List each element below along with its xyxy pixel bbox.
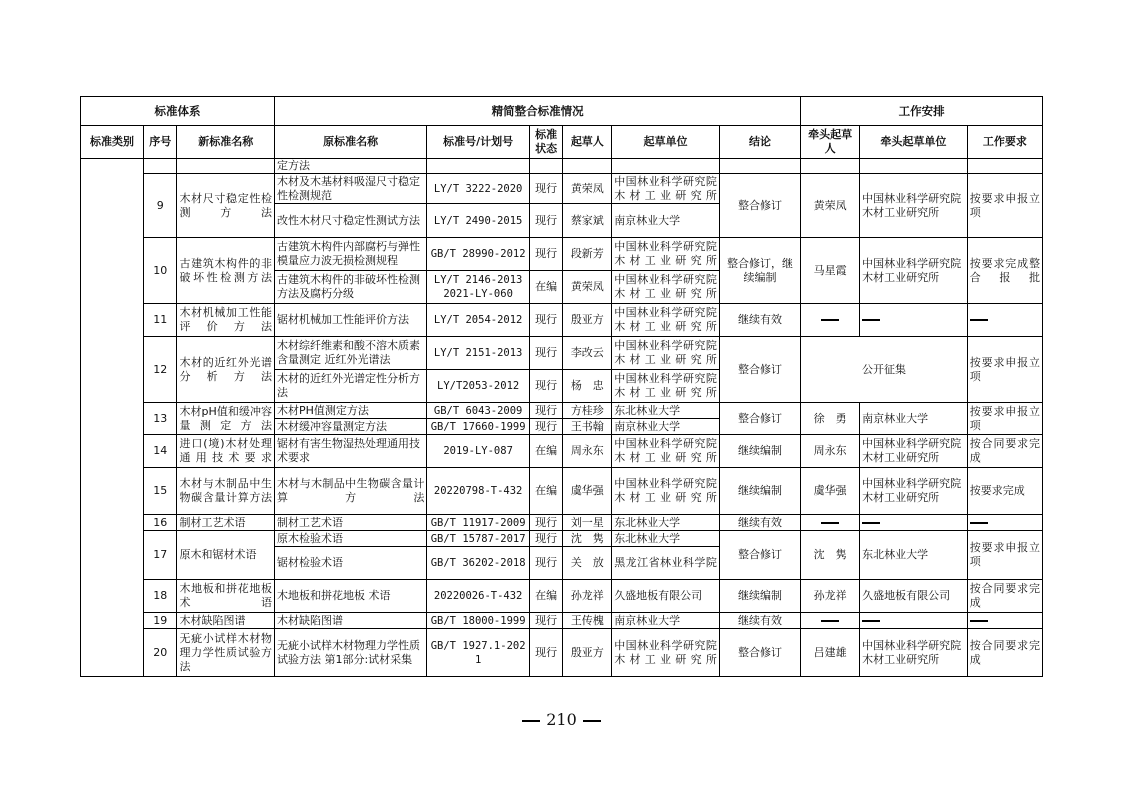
table-row xyxy=(81,613,1043,629)
col-header-drafter: 起草人 xyxy=(563,126,612,159)
requirement-cell: 按要求申报立项 xyxy=(967,337,1042,403)
std-no-cell: LY/T 3222-2020 xyxy=(427,174,530,204)
unit-cell: 中国林业科学研究院木材工业研究所 xyxy=(612,629,720,677)
status-cell: 现行 xyxy=(529,531,563,547)
conclusion-cell: 继续编制 xyxy=(719,580,800,613)
page-number: 210 xyxy=(546,710,577,729)
new-name-cell: 无疵小试样木材物理力学性质试验方法 xyxy=(177,629,275,677)
table-row xyxy=(81,174,1043,204)
lead-unit-cell: 东北林业大学 xyxy=(860,531,968,580)
lead-unit-cell: 久盛地板有限公司 xyxy=(860,580,968,613)
table-row xyxy=(81,337,1043,370)
new-name-cell: 古建筑木构件的非破坏性检测方法 xyxy=(177,238,275,304)
status-cell: 现行 xyxy=(529,238,563,271)
table-row xyxy=(81,515,1043,531)
drafter-cell: 孙龙祥 xyxy=(563,580,612,613)
unit-cell: 中国林业科学研究院木材工业研究所 xyxy=(612,370,720,403)
unit-cell: 东北林业大学 xyxy=(612,515,720,531)
table-row xyxy=(81,304,1043,337)
table-row xyxy=(81,238,1043,271)
new-name-cell: 木材的近红外光谱分析方法 xyxy=(177,337,275,403)
requirement-cell: 按要求申报立项 xyxy=(967,174,1042,238)
em-dash-mark xyxy=(862,319,880,321)
orig-name-cell: 木材及木基材料吸湿尺寸稳定性检测规范 xyxy=(274,174,426,204)
drafter-cell: 关 放 xyxy=(563,547,612,580)
table-row xyxy=(81,403,1043,419)
table-row xyxy=(81,435,1043,468)
drafter-cell: 刘一星 xyxy=(563,515,612,531)
orig-name-cell: 锯材检验术语 xyxy=(274,547,426,580)
lead-drafter-cell: 马星霞 xyxy=(801,238,860,304)
unit-cell: 中国林业科学研究院木材工业研究所 xyxy=(612,468,720,515)
orig-name-cell: 木材缺陷图谱 xyxy=(274,613,426,629)
orig-name-cell: 改性木材尺寸稳定性测试方法 xyxy=(274,204,426,238)
unit-cell: 南京林业大学 xyxy=(612,419,720,435)
lead-unit-cell xyxy=(860,613,968,629)
conclusion-cell: 继续编制 xyxy=(719,468,800,515)
new-name-cell: 进口(境)木材处理通用技术要求 xyxy=(177,435,275,468)
std-no-cell: GB/T 15787-2017 xyxy=(427,531,530,547)
orig-name-cell: 木材与木制品中生物碳含量计算方法 xyxy=(274,468,426,515)
status-cell: 在编 xyxy=(529,271,563,304)
status-cell: 在编 xyxy=(529,468,563,515)
lead-unit-cell: 中国林业科学研究院木材工业研究所 xyxy=(860,629,968,677)
header-standard-system: 标准体系 xyxy=(81,97,275,126)
requirement-cell: 按要求申报立项 xyxy=(967,403,1042,435)
unit-cell: 东北林业大学 xyxy=(612,403,720,419)
em-dash-mark xyxy=(970,522,988,524)
std-no-cell: LY/T2053-2012 xyxy=(427,370,530,403)
em-dash-mark xyxy=(862,522,880,524)
lead-drafter-cell: 黄荣凤 xyxy=(801,174,860,238)
category-cell xyxy=(81,159,144,677)
requirement-cell xyxy=(967,515,1042,531)
drafter-cell: 王书翰 xyxy=(563,419,612,435)
lead-drafter-cell: 沈 隽 xyxy=(801,531,860,580)
unit-cell: 黑龙江省林业科学院 xyxy=(612,547,720,580)
unit-cell: 中国林业科学研究院木材工业研究所 xyxy=(612,271,720,304)
conclusion-cell: 整合修订 xyxy=(719,403,800,435)
drafter-cell: 殷亚方 xyxy=(563,304,612,337)
header-row-columns xyxy=(81,126,1043,159)
unit-cell: 中国林业科学研究院木材工业研究所 xyxy=(612,304,720,337)
dash-right xyxy=(583,720,601,722)
status-cell: 现行 xyxy=(529,174,563,204)
status-cell: 现行 xyxy=(529,629,563,677)
status-cell: 现行 xyxy=(529,337,563,370)
seq-cell: 18 xyxy=(143,580,177,613)
lead-cell-merged: 公开征集 xyxy=(801,337,968,403)
seq-cell: 15 xyxy=(143,468,177,515)
lead-drafter-cell xyxy=(801,304,860,337)
unit-cell: 中国林业科学研究院木材工业研究所 xyxy=(612,238,720,271)
unit-cell: 中国林业科学研究院木材工业研究所 xyxy=(612,337,720,370)
std-no-cell: LY/T 2151-2013 xyxy=(427,337,530,370)
em-dash-mark xyxy=(862,620,880,622)
seq-cell: 11 xyxy=(143,304,177,337)
status-cell: 现行 xyxy=(529,403,563,419)
table-row xyxy=(81,159,1043,174)
seq-cell: 12 xyxy=(143,337,177,403)
status-cell: 现行 xyxy=(529,547,563,580)
unit-cell: 南京林业大学 xyxy=(612,613,720,629)
lead-unit-cell: 南京林业大学 xyxy=(860,403,968,435)
seq-cell: 16 xyxy=(143,515,177,531)
orig-name-cell: 木材PH值测定方法 xyxy=(274,403,426,419)
lead-drafter-cell xyxy=(801,515,860,531)
unit-cell: 中国林业科学研究院木材工业研究所 xyxy=(612,174,720,204)
table-row xyxy=(81,629,1043,677)
col-header-seq: 序号 xyxy=(143,126,177,159)
std-no-cell: GB/T 6043-2009 xyxy=(427,403,530,419)
conclusion-cell: 继续有效 xyxy=(719,515,800,531)
conclusion-cell: 继续有效 xyxy=(719,613,800,629)
drafter-cell: 杨 忠 xyxy=(563,370,612,403)
std-no-cell: LY/T 2054-2012 xyxy=(427,304,530,337)
drafter-cell: 黄荣凤 xyxy=(563,174,612,204)
col-header-status: 标准状态 xyxy=(529,126,563,159)
drafter-cell: 王传槐 xyxy=(563,613,612,629)
drafter-cell: 黄荣凤 xyxy=(563,271,612,304)
std-no-cell: 20220798-T-432 xyxy=(427,468,530,515)
col-header-category: 标准类别 xyxy=(81,126,144,159)
dash-left xyxy=(522,720,540,722)
orig-name-cell: 古建筑木构件内部腐朽与弹性模量应力波无损检测规程 xyxy=(274,238,426,271)
lead-drafter-cell: 虞华强 xyxy=(801,468,860,515)
orig-name-cell: 木材综纤维素和酸不溶木质素含量测定 近红外光谱法 xyxy=(274,337,426,370)
drafter-cell: 周永东 xyxy=(563,435,612,468)
requirement-cell: 按要求完成整合报批 xyxy=(967,238,1042,304)
requirement-cell: 按合同要求完成 xyxy=(967,629,1042,677)
new-name-cell: 制材工艺术语 xyxy=(177,515,275,531)
lead-drafter-cell: 吕建雄 xyxy=(801,629,860,677)
orig-name-cell: 木材的近红外光谱定性分析方法 xyxy=(274,370,426,403)
status-cell: 现行 xyxy=(529,204,563,238)
col-header-std-no: 标准号/计划号 xyxy=(427,126,530,159)
orig-name-cell: 锯材有害生物湿热处理通用技术要求 xyxy=(274,435,426,468)
orig-name-cell: 古建筑木构件的非破坏性检测方法及腐朽分级 xyxy=(274,271,426,304)
lead-unit-cell: 中国林业科学研究院木材工业研究所 xyxy=(860,435,968,468)
orig-name-cell: 定方法 xyxy=(274,159,426,174)
std-no-cell: GB/T 28990-2012 xyxy=(427,238,530,271)
conclusion-cell: 整合修订 xyxy=(719,531,800,580)
lead-unit-cell: 中国林业科学研究院木材工业研究所 xyxy=(860,174,968,238)
header-consolidation: 精简整合标准情况 xyxy=(274,97,800,126)
col-header-conclusion: 结论 xyxy=(719,126,800,159)
lead-unit-cell: 中国林业科学研究院木材工业研究所 xyxy=(860,238,968,304)
std-no-cell: LY/T 2146-2013 2021-LY-060 xyxy=(427,271,530,304)
status-cell: 在编 xyxy=(529,580,563,613)
std-no-cell: GB/T 1927.1-2021 xyxy=(427,629,530,677)
drafter-cell: 李改云 xyxy=(563,337,612,370)
table-row xyxy=(81,531,1043,547)
unit-cell: 东北林业大学 xyxy=(612,531,720,547)
seq-cell: 19 xyxy=(143,613,177,629)
std-no-cell: GB/T 17660-1999 xyxy=(427,419,530,435)
drafter-cell: 段新芳 xyxy=(563,238,612,271)
em-dash-mark xyxy=(970,319,988,321)
unit-cell: 久盛地板有限公司 xyxy=(612,580,720,613)
orig-name-cell: 无疵小试样木材物理力学性质试验方法 第1部分:试材采集 xyxy=(274,629,426,677)
orig-name-cell: 木材缓冲容量测定方法 xyxy=(274,419,426,435)
header-row-groups xyxy=(81,97,1043,126)
lead-drafter-cell: 徐 勇 xyxy=(801,403,860,435)
seq-cell: 20 xyxy=(143,629,177,677)
standards-table xyxy=(80,96,1043,677)
std-no-cell: GB/T 18000-1999 xyxy=(427,613,530,629)
conclusion-cell: 继续有效 xyxy=(719,304,800,337)
orig-name-cell: 制材工艺术语 xyxy=(274,515,426,531)
new-name-cell: 木材机械加工性能评价方法 xyxy=(177,304,275,337)
seq-cell: 10 xyxy=(143,238,177,304)
drafter-cell: 蔡家斌 xyxy=(563,204,612,238)
status-cell: 现行 xyxy=(529,370,563,403)
table-row xyxy=(81,580,1043,613)
requirement-cell xyxy=(967,613,1042,629)
col-header-new-name: 新标准名称 xyxy=(177,126,275,159)
em-dash-mark xyxy=(821,319,839,321)
seq-cell: 9 xyxy=(143,174,177,238)
conclusion-cell: 整合修订 xyxy=(719,629,800,677)
requirement-cell xyxy=(967,304,1042,337)
status-cell: 现行 xyxy=(529,304,563,337)
new-name-cell: 木材与木制品中生物碳含量计算方法 xyxy=(177,468,275,515)
status-cell: 现行 xyxy=(529,613,563,629)
table-row xyxy=(81,468,1043,515)
seq-cell: 13 xyxy=(143,403,177,435)
em-dash-mark xyxy=(821,620,839,622)
lead-drafter-cell: 孙龙祥 xyxy=(801,580,860,613)
col-header-unit: 起草单位 xyxy=(612,126,720,159)
lead-unit-cell xyxy=(860,304,968,337)
orig-name-cell: 原木检验术语 xyxy=(274,531,426,547)
lead-unit-cell xyxy=(860,515,968,531)
std-no-cell: GB/T 11917-2009 xyxy=(427,515,530,531)
status-cell: 现行 xyxy=(529,515,563,531)
col-header-lead-unit: 牵头起草单位 xyxy=(860,126,968,159)
new-name-cell: 木材pH值和缓冲容量测定方法 xyxy=(177,403,275,435)
requirement-cell: 按要求完成 xyxy=(967,468,1042,515)
col-header-lead-drafter: 牵头起草人 xyxy=(801,126,860,159)
unit-cell: 中国林业科学研究院木材工业研究所 xyxy=(612,435,720,468)
drafter-cell: 殷亚方 xyxy=(563,629,612,677)
requirement-cell: 按合同要求完成 xyxy=(967,580,1042,613)
lead-drafter-cell: 周永东 xyxy=(801,435,860,468)
unit-cell: 南京林业大学 xyxy=(612,204,720,238)
new-name-cell: 木材缺陷图谱 xyxy=(177,613,275,629)
requirement-cell: 按合同要求完成 xyxy=(967,435,1042,468)
seq-cell: 17 xyxy=(143,531,177,580)
em-dash-mark xyxy=(821,522,839,524)
conclusion-cell: 整合修订 xyxy=(719,337,800,403)
orig-name-cell: 锯材机械加工性能评价方法 xyxy=(274,304,426,337)
status-cell: 现行 xyxy=(529,419,563,435)
conclusion-cell: 继续编制 xyxy=(719,435,800,468)
requirement-cell: 按要求申报立项 xyxy=(967,531,1042,580)
col-header-orig-name: 原标准名称 xyxy=(274,126,426,159)
drafter-cell: 方桂珍 xyxy=(563,403,612,419)
std-no-cell: GB/T 36202-2018 xyxy=(427,547,530,580)
lead-unit-cell: 中国林业科学研究院木材工业研究所 xyxy=(860,468,968,515)
header-work-arrangement: 工作安排 xyxy=(801,97,1043,126)
drafter-cell: 虞华强 xyxy=(563,468,612,515)
std-no-cell: 20220026-T-432 xyxy=(427,580,530,613)
status-cell: 在编 xyxy=(529,435,563,468)
conclusion-cell: 整合修订，继续编制 xyxy=(719,238,800,304)
em-dash-mark xyxy=(970,620,988,622)
seq-cell: 14 xyxy=(143,435,177,468)
col-header-requirement: 工作要求 xyxy=(967,126,1042,159)
conclusion-cell: 整合修订 xyxy=(719,174,800,238)
std-no-cell: 2019-LY-087 xyxy=(427,435,530,468)
std-no-cell: LY/T 2490-2015 xyxy=(427,204,530,238)
drafter-cell: 沈 隽 xyxy=(563,531,612,547)
page-footer xyxy=(0,710,1123,729)
new-name-cell: 木地板和拼花地板 术语 xyxy=(177,580,275,613)
lead-drafter-cell xyxy=(801,613,860,629)
new-name-cell: 木材尺寸稳定性检测方法 xyxy=(177,174,275,238)
orig-name-cell: 木地板和拼花地板 术语 xyxy=(274,580,426,613)
new-name-cell: 原木和锯材术语 xyxy=(177,531,275,580)
